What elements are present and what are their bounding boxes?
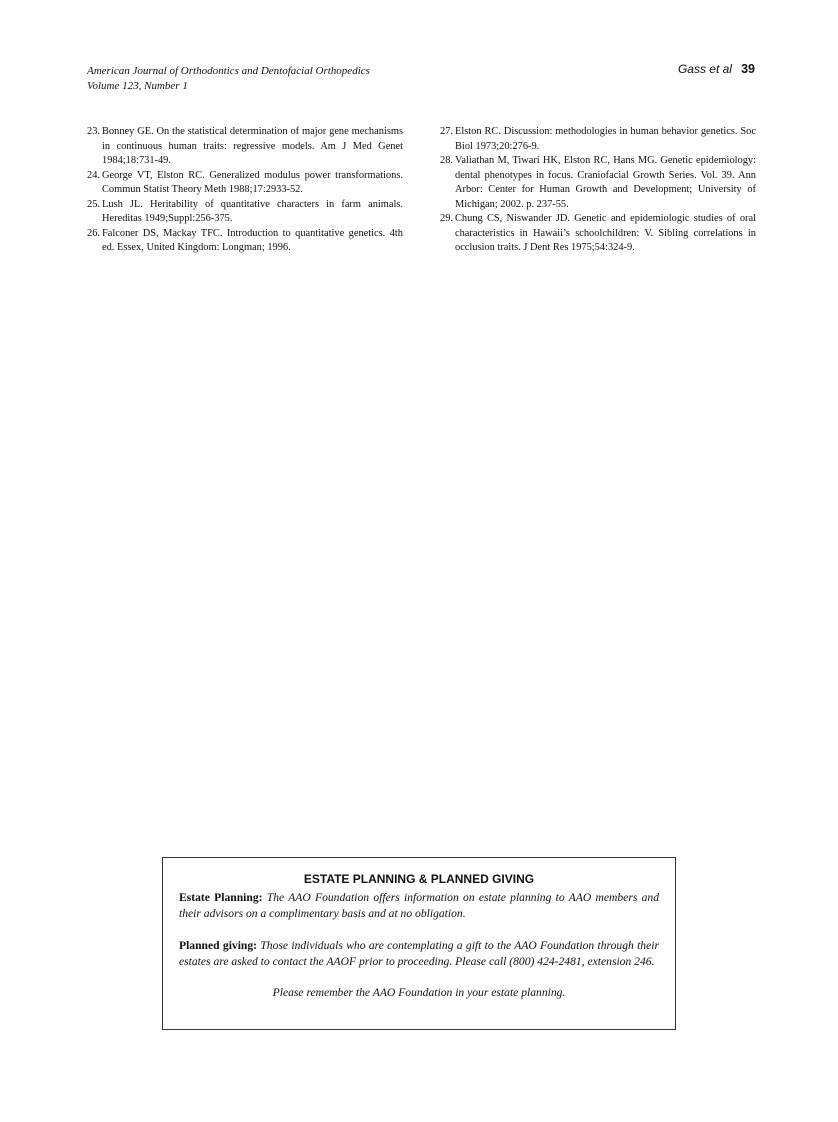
reference-number: 25. bbox=[87, 198, 100, 210]
reference-text: Falconer DS, Mackay TFC. Introduction to quantitative genetics. 4th ed. Essex, United Kingdom: Longman; 1996. bbox=[102, 227, 403, 253]
reference-item bbox=[440, 125, 756, 154]
reference-number: 23. bbox=[87, 126, 100, 137]
reference-text: Lush JL. Heritability of quantitative characters in farm animals. Hereditas 1949;Suppl:256-375. bbox=[102, 198, 403, 224]
estate-planning-paragraph bbox=[179, 890, 659, 922]
reference-text: Elston RC. Discussion: methodologies in human behavior genetics. Soc Biol 1973;20:276-9. bbox=[455, 126, 756, 152]
reference-text: Bonney GE. On the statistical determination of major gene mechanisms in continuous human traits: regressive models. Am J Med Genet 1984;18:731-49. bbox=[102, 126, 403, 166]
page-number: 39 bbox=[741, 62, 755, 76]
references-right-column bbox=[440, 125, 756, 256]
references-left-column bbox=[87, 125, 403, 256]
reference-text: Valiathan M, Tiwari HK, Elston RC, Hans MG. Genetic epidemiology: dental phenotypes in focus. Craniofacial Growth Series. Vol. 39. Ann Arbor: Center for Human Growth and Development; University of Michigan; 2002. p. 237-55. bbox=[455, 155, 756, 210]
reference-text: Chung CS, Niswander JD. Genetic and epidemiologic studies of oral characteristics in Hawaii’s schoolchildren: V. Sibling correlations in occlusion traits. J Dent Res 1975;54:324-9. bbox=[455, 213, 756, 253]
journal-volume: Volume 123, Number 1 bbox=[87, 80, 188, 92]
reference-item bbox=[87, 227, 403, 256]
running-header-journal bbox=[87, 64, 370, 94]
reference-item bbox=[87, 198, 403, 227]
journal-title: American Journal of Orthodontics and Dentofacial Orthopedics bbox=[87, 65, 370, 77]
reference-number: 24. bbox=[87, 169, 100, 181]
reference-number: 27. bbox=[440, 126, 453, 137]
planned-giving-text: Those individuals who are contemplating a gift to the AAO Foundation through their estates are asked to contact the AAOF prior to proceeding. Please call (800) 424-2481, extension 246. bbox=[179, 939, 659, 968]
reference-number: 29. bbox=[440, 213, 453, 224]
estate-planning-notice bbox=[162, 857, 676, 1030]
planned-giving-label: Planned giving: bbox=[179, 939, 258, 952]
authors: Gass et al bbox=[677, 62, 732, 76]
notice-title: ESTATE PLANNING & PLANNED GIVING bbox=[303, 872, 535, 886]
planned-giving-paragraph bbox=[179, 938, 659, 970]
estate-planning-label: Estate Planning: bbox=[179, 891, 263, 904]
running-header-page bbox=[678, 62, 755, 77]
reference-item bbox=[440, 154, 756, 212]
reference-item bbox=[87, 169, 403, 198]
reference-number: 28. bbox=[440, 155, 453, 166]
reference-number: 26. bbox=[87, 227, 100, 239]
reference-text: George VT, Elston RC. Generalized modulus power transformations. Commun Statist Theory Meth 1988;17:2933-52. bbox=[102, 169, 403, 195]
reference-item bbox=[440, 212, 756, 256]
notice-closing: Please remember the AAO Foundation in your estate planning. bbox=[272, 986, 566, 999]
reference-item bbox=[87, 125, 403, 169]
estate-planning-text: The AAO Foundation offers information on estate planning to AAO members and their advisors on a complimentary basis and at no obligation. bbox=[179, 891, 659, 920]
